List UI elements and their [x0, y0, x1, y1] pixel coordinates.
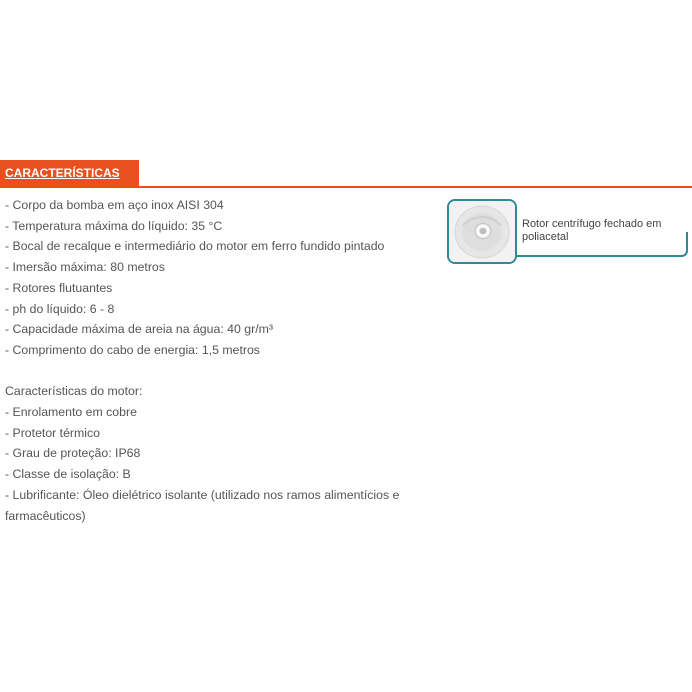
- motor-spec-item: - Grau de proteção: IP68: [5, 446, 141, 461]
- motor-spec-item: - Classe de isolação: B: [5, 467, 131, 482]
- rotor-callout: [445, 198, 690, 266]
- spec-item: - Capacidade máxima de areia na água: 40 gr/m³: [5, 322, 273, 337]
- motor-spec-item: - Enrolamento em cobre: [5, 405, 137, 420]
- spec-item: - Comprimento do cabo de energia: 1,5 metros: [5, 342, 260, 357]
- spec-item: - Imersão máxima: 80 metros: [5, 260, 165, 275]
- spec-item: - Corpo da bomba em aço inox AISI 304: [5, 198, 224, 212]
- motor-spec-item: - Protetor térmico: [5, 425, 100, 440]
- spacer: [5, 361, 435, 382]
- rotor-caption: Rotor centrífugo fechado em poliacetal: [522, 218, 662, 243]
- section-title-tab: [0, 160, 139, 188]
- rotor-icon: [449, 201, 515, 262]
- section-title: CARACTERÍSTICAS: [5, 166, 120, 180]
- spec-item: - Bocal de recalque e intermediário do motor em ferro fundido pintado: [5, 239, 385, 254]
- spec-item: - Rotores flutuantes: [5, 280, 113, 295]
- rotor-image: [447, 199, 517, 264]
- spec-item: - ph do líquido: 6 - 8: [5, 301, 115, 316]
- spec-list: [5, 195, 435, 526]
- motor-spec-item: - Lubrificante: Óleo dielétrico isolante (utilizado nos ramos alimentícios e farmacêuticos): [5, 487, 400, 523]
- motor-heading: Características do motor:: [5, 384, 143, 399]
- spec-item: - Temperatura máxima do líquido: 35 °C: [5, 218, 223, 233]
- section-header: [0, 160, 692, 188]
- header-divider: [139, 186, 692, 188]
